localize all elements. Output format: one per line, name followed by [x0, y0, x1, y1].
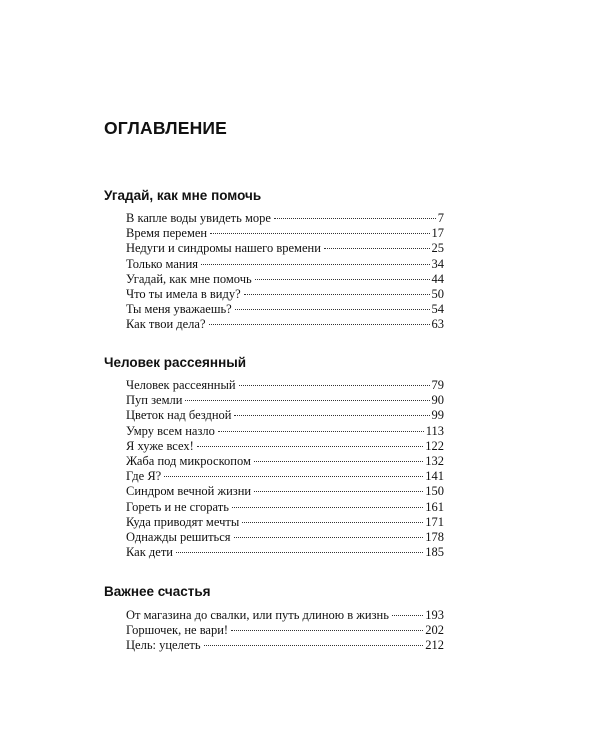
- toc-page-number: 44: [431, 271, 444, 286]
- toc-entry: [126, 638, 444, 653]
- dot-leader: [234, 537, 424, 538]
- toc-entry-title: Только мания: [126, 256, 199, 271]
- toc-page-number: 17: [431, 226, 444, 241]
- dot-leader: [239, 385, 430, 386]
- toc-entry: [126, 302, 444, 317]
- toc-page-number: 122: [425, 438, 444, 453]
- toc-entry: [126, 469, 444, 484]
- toc-page-number: 132: [425, 453, 444, 468]
- dot-leader: [164, 476, 423, 477]
- toc-entry: [126, 623, 444, 638]
- dot-leader: [274, 218, 436, 219]
- dot-leader: [232, 507, 423, 508]
- section-title: Важнее счастья: [104, 584, 211, 599]
- toc-page-number: 63: [431, 317, 444, 332]
- toc-page-number: 202: [425, 623, 444, 638]
- toc-entry-title: Гореть и не сгорать: [126, 499, 229, 514]
- toc-page-number: 99: [431, 408, 444, 423]
- toc-entry-title: Умру всем назло: [126, 423, 215, 438]
- toc-entry-title: Угадай, как мне помочь: [126, 271, 252, 286]
- toc-entry: [126, 500, 444, 515]
- toc-page-number: 212: [425, 638, 444, 653]
- toc-page-number: 185: [425, 545, 444, 560]
- toc-list: [126, 211, 444, 333]
- toc-entry-title: Горшочек, не вари!: [126, 623, 229, 638]
- toc-entry-title: Человек рассеянный: [126, 378, 236, 392]
- dot-leader: [197, 446, 423, 447]
- toc-entry-title: Синдром вечной жизни: [126, 484, 252, 499]
- dot-leader: [324, 248, 430, 249]
- dot-leader: [231, 630, 423, 631]
- dot-leader: [244, 294, 430, 295]
- toc-entry: [126, 241, 444, 256]
- toc-page-number: 90: [431, 393, 444, 408]
- toc-entry-title: Как твои дела?: [126, 317, 206, 332]
- dot-leader: [392, 615, 423, 616]
- dot-leader: [254, 461, 423, 462]
- toc-entry: [126, 393, 444, 408]
- toc-entry: [126, 317, 444, 332]
- toc-page-number: 7: [437, 211, 444, 225]
- toc-entry-title: Недуги и синдромы нашего времени: [126, 241, 321, 256]
- toc-page-number: 141: [425, 469, 444, 484]
- toc-entry: [126, 211, 444, 226]
- toc-page-number: 54: [431, 302, 444, 317]
- dot-leader: [218, 431, 424, 432]
- toc-entry-title: Что ты имела в виду?: [126, 286, 241, 301]
- toc-entry: [126, 257, 444, 272]
- toc-entry-title: Ты меня уважаешь?: [126, 302, 232, 317]
- toc-entry-title: Куда приводят мечты: [126, 514, 240, 529]
- section-title: Человек рассеянный: [104, 355, 247, 370]
- toc-entry: [126, 439, 444, 454]
- dot-leader: [201, 264, 429, 265]
- toc-entry-title: Цветок над бездной: [126, 408, 232, 423]
- section-title: Угадай, как мне помочь: [104, 188, 262, 203]
- dot-leader: [254, 491, 423, 492]
- toc-entry: [126, 608, 444, 623]
- toc-entry: [126, 378, 444, 393]
- toc-entry: [126, 454, 444, 469]
- toc-page-number: 161: [425, 499, 444, 514]
- dot-leader: [185, 400, 429, 401]
- dot-leader: [235, 309, 430, 310]
- dot-leader: [204, 645, 424, 646]
- dot-leader: [210, 233, 429, 234]
- toc-entry-title: Где Я?: [126, 469, 162, 484]
- toc-entry: [126, 226, 444, 241]
- toc-entry-title: В капле воды увидеть море: [126, 211, 271, 225]
- dot-leader: [242, 522, 423, 523]
- dot-leader: [209, 324, 430, 325]
- dot-leader: [176, 552, 423, 553]
- toc-entry-title: Я хуже всех!: [126, 438, 194, 453]
- toc-page-number: 34: [431, 256, 444, 271]
- toc-entry-title: Время перемен: [126, 226, 208, 241]
- toc-entry: [126, 515, 444, 530]
- toc-entry: [126, 408, 444, 423]
- toc-entry-title: Однажды решиться: [126, 529, 231, 544]
- toc-entry: [126, 424, 444, 439]
- dot-leader: [234, 415, 429, 416]
- toc-page-number: 25: [431, 241, 444, 256]
- toc-page-number: 171: [425, 514, 444, 529]
- toc-page-number: 150: [425, 484, 444, 499]
- toc-page-number: 193: [425, 608, 444, 622]
- toc-entry: [126, 530, 444, 545]
- page-title: ОГЛАВЛЕНИЕ: [104, 118, 228, 138]
- toc-entry: [126, 287, 444, 302]
- toc-entry: [126, 484, 444, 499]
- toc-entry: [126, 272, 444, 287]
- toc-entry-title: От магазина до свалки, или путь длиною в жизнь: [126, 608, 389, 622]
- toc-page-number: 79: [431, 378, 444, 392]
- toc-entry: [126, 545, 444, 560]
- toc-list: [126, 608, 444, 654]
- toc-page-number: 178: [425, 529, 444, 544]
- toc-list: [126, 378, 444, 560]
- toc-page-number: 113: [425, 423, 444, 438]
- toc-entry-title: Как дети: [126, 545, 173, 560]
- toc-entry-title: Цель: уцелеть: [126, 638, 201, 653]
- toc-entry-title: Пуп земли: [126, 393, 183, 408]
- dot-leader: [255, 279, 430, 280]
- toc-page-number: 50: [431, 286, 444, 301]
- toc-entry-title: Жаба под микроскопом: [126, 453, 251, 468]
